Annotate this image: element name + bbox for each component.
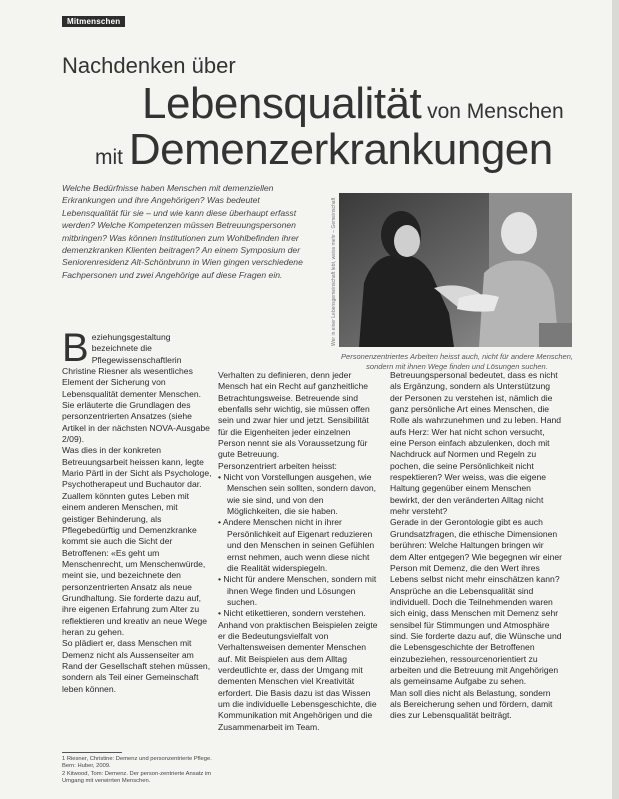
text-column-1 — [62, 326, 212, 695]
list-item: • Nicht für andere Menschen, sondern mit ihnen Wege finden und Lösungen suchen. — [218, 574, 377, 607]
title-line-2 — [142, 79, 564, 129]
list-item: • Nicht von Vorstellungen ausgehen, wie Menschen sein sollten, sondern davon, wie sie sind, und von den Möglichkeiten, die sie haben. — [218, 472, 377, 517]
title-big-word-1: Lebensqualität — [142, 79, 422, 128]
page-edge — [612, 0, 619, 799]
paragraph-1 — [62, 326, 212, 445]
photo-credit: Wer in einer Lebensgemeinschaft lebt, weiss mehr – Gemeinschaft — [331, 197, 337, 346]
lead-paragraph: Welche Bedürfnisse haben Menschen mit demenziellen Erkrankungen und ihre Angehörigen? Was bedeutet Lebensqualität für sie – und wie kann diese überhaupt erfasst werden? Welche Kompetenzen müssen Betreuungspersonen mitbringen? Was können Institutionen zum Wohlbefinden ihrer demenzkranken Klienten beitragen? An einem Symposium der Seniorenresidenz Alt-Schönbrunn in Wien gingen verschiedene Fachpersonen und zwei Angehörige auf diese Fragen ein. — [62, 183, 303, 280]
list-item: • Andere Menschen nicht in ihrer Persönlichkeit auf Eigenart reduzieren und den Menschen in seinen Gefühlen ernst nehmen, auch wenn diese nicht die Realität widerspiegeln. — [218, 517, 375, 573]
footnote-2: 2 Kitwood, Tom: Demenz. Der person-zentrierte Ansatz im Umgang mit verwirrten Menschen. — [62, 770, 212, 785]
paragraph-7: Gerade in der Gerontologie gibt es auch Grundsatzfragen, die ethische Dimensionen berühren: Welche Haltungen bringen wir dem Alter entgegen? Wie begegnen wir einer Person mit Demenz, die den Wert ihres Lebens selbst nicht mehr einschätzen kann? — [390, 517, 562, 585]
paragraph-2: Was dies in der konkreten Betreuungsarbeit heissen kann, legte Mario Pärtl in der Sicht als Psychologe, Psychotherapeut und Buchautor dar. Zuallem könnten gutes Leben mit einem anderen Menschen, mit geistiger Behinderung, als Pflegebedürftig und Demenzkranke kommt sie auch die Sicht der Betroffenen: «Es geht um Menschenrecht, um Menschenwürde, meint sie, und bezeichnete den personzentrierten Ansatz als neue Grundhaltung. Sie forderte dazu auf, ihre eigenen Erfahrung zum Alter zu reflektieren und kreativ an neue Wege heran zu gehen. — [62, 445, 212, 637]
text-column-3 — [390, 370, 562, 722]
photo-illustration — [339, 193, 572, 347]
paragraph-8: Ansprüche an die Lebensqualität sind individuell. Doch die Teilnehmenden waren sich einig, dass Menschen mit Demenz sehr sensibel für Stimmungen und Atmosphäre sind. Sie forderte dazu auf, die Wünsche und die Lebensgeschichte der Betroffenen einzubeziehen, ressourcenorientiert zu arbeiten und die Betreuung mit Angehörigen als gemeinsame Aufgabe zu sehen. — [390, 585, 562, 687]
title-line-1: Nachdenken über — [62, 53, 236, 78]
paragraph-5: Anhand von praktischen Beispielen zeigte er die Bedeutungsvielfalt von Verhaltensweisen dementer Menschen auf. Mit Beispielen aus dem Alltag verdeutlichte er, dass der Umgang mit dementen Menschen viel Kreativität erfordert. Die Basis dazu ist das Wissen um die individuelle Lebensgeschichte, die Kommunikation mit Angehörigen und die Zusammenarbeit im Team. — [218, 619, 378, 732]
footnote-rule — [62, 752, 122, 753]
article-photo — [339, 193, 572, 347]
title-big-word-2: Demenzerkrankungen — [128, 125, 553, 174]
title-small-text-2: mit — [95, 146, 129, 169]
paragraph-3: So plädiert er, dass Menschen mit Demenz nicht als Aussenseiter am Rand der Gesellschaft stehen müssen, sondern als Teil einer Gemeinschaft leben können. — [62, 638, 211, 694]
drop-cap: B — [62, 326, 89, 370]
list-intro: Personzentriert arbeiten heisst: — [218, 460, 337, 471]
paragraph-1-text: eziehungsgestaltung bezeichnete die Pflegewissenschaftlerin Christine Riesner als wesentliches Element der Sicherung von Lebensqualität dementer Menschen. Sie erläuterte die Grundlagen des personzentrierten Ansatzes (siehe Artikel in der nächsten NOVA-Ausgabe 2/09). — [62, 332, 210, 445]
text-column-2 — [218, 370, 378, 733]
paragraph-9: Man soll dies nicht als Belastung, sondern als Bereicherung sehen und fördern, damit dies zur Lebensqualität beiträgt. — [390, 687, 553, 721]
title-line-3 — [95, 125, 553, 175]
footnotes — [62, 756, 212, 786]
section-rubric: Mitmenschen — [62, 16, 125, 27]
paragraph-4: Verhalten zu definieren, denn jeder Mensch hat ein Recht auf ganzheitliche Betrachtungsweise. Betreuende sind ebenfalls sehr wichtig, sie müssen offen sein und zwar hier und jetzt. Sensibilität für die Eigenheiten jeder einzelnen Person nennt sie als Voraussetzung für gute Betreuung. — [218, 370, 370, 460]
footnote-1: 1 Riesner, Christine: Demenz und personzentrierte Pflege. Bern: Huber, 2009. — [62, 756, 212, 770]
photo-caption: Personenzentriertes Arbeiten heisst auch, nicht für andere Menschen, sondern mit ihnen Wege finden und Lösungen suchen. — [341, 352, 573, 371]
title-small-text-1: von Menschen — [421, 100, 564, 123]
list-item: • Nicht etikettieren, sondern verstehen. — [218, 608, 366, 619]
paragraph-6: Betreuungspersonal bedeutet, dass es nicht als Ergänzung, sondern als Unterstützung der Personen zu verstehen ist, nämlich die ganz persönliche Art eines Menschen, die Rolle als wahrzunehmen und zu leben. Hand aufs Herz: Wer hat nicht schon versucht, eine Person einfach abzulenken, doch mit Nachdruck auf Normen und Regeln zu pochen, die seine Persönlichkeit nicht respektieren? Wer weiss, was die eigene Haltung gegenüber einem Menschen bewirkt, der den veränderten Alltag nicht mehr versteht? — [390, 370, 562, 517]
